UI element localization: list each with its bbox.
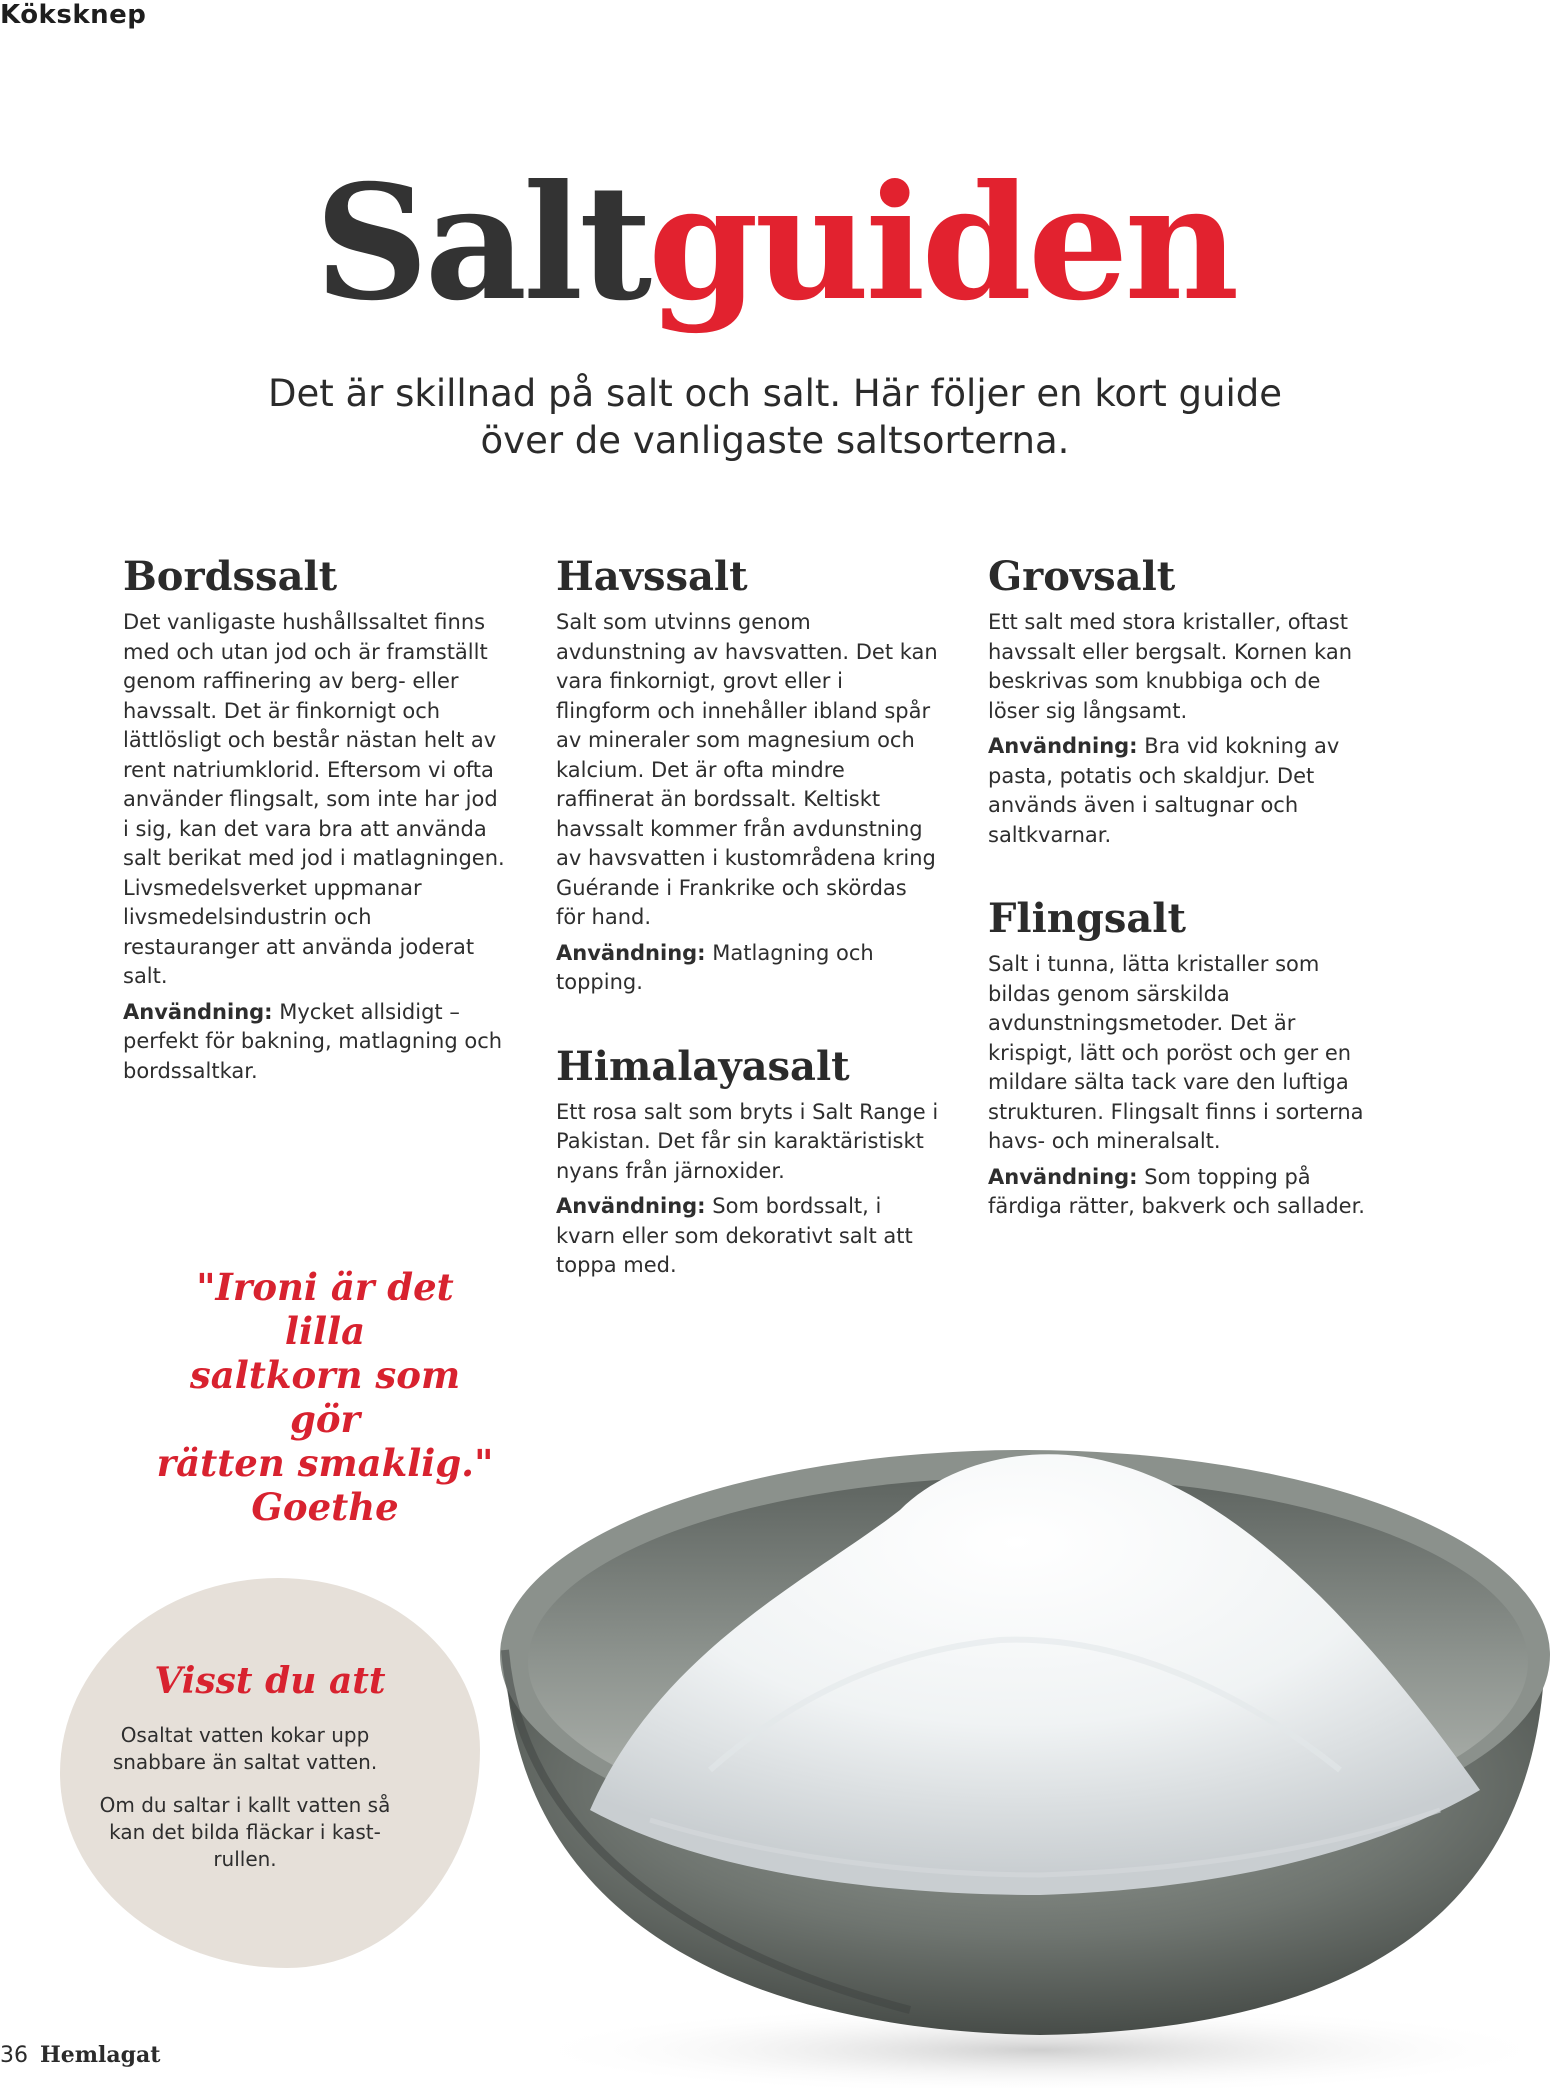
entry-grovsalt — [988, 552, 1373, 850]
entry-usage — [556, 1192, 941, 1281]
entry-usage — [556, 939, 941, 998]
entry-havssalt — [556, 552, 941, 998]
entry-heading: Himalayasalt — [556, 1042, 850, 1090]
entry-heading: Havssalt — [556, 553, 748, 600]
column-left — [123, 552, 508, 1130]
lead-line-2: över de vanligaste saltsorterna. — [480, 419, 1070, 462]
lead-paragraph — [175, 370, 1375, 464]
column-right — [988, 552, 1373, 1266]
fact-box-title: Visst du att — [154, 1660, 386, 1702]
title-part-salt: Salt — [314, 151, 649, 336]
quote-line-2: saltkorn som gör — [189, 1353, 461, 1441]
entry-body: Det vanligaste hushållssaltet finns med och utan jod och är framställt genom raffinering av berg- eller havssalt. Det är finkornigt och lättlösligt och består nästan helt av rent natriumklorid. Eftersom vi ofta använder flingsalt, som inte har jod i sig, kan det vara bra att använda salt berikat med jod i matlagningen. Livsmedelsverket uppmanar livsmedelsindustrin och restauranger att använda joderat salt. — [123, 610, 505, 988]
page-footer — [0, 2042, 160, 2068]
goethe-quote — [150, 1265, 500, 1529]
entry-body: Ett salt med stora kristaller, oftast havssalt eller bergsalt. Kornen kan beskrivas som knubbiga och de löser sig långsamt. — [988, 610, 1353, 723]
fact-line: Om du saltar i kallt vatten så — [99, 1793, 391, 1817]
quote-line-1: "Ironi är det lilla — [196, 1265, 454, 1353]
entry-heading: Flingsalt — [988, 895, 1186, 942]
fact-1 — [90, 1722, 400, 1776]
entry-himalayasalt — [556, 1042, 941, 1281]
title-part-guiden: guiden — [648, 151, 1236, 336]
fact-line: Osaltat vatten kokar upp — [120, 1723, 370, 1747]
usage-text: Matlagning och topping. — [556, 940, 874, 994]
entry-body: Salt i tunna, lätta kristaller som bildas genom särskilda avdunstningsmetoder. Det är krispigt, lätt och poröst och ger en mildare sälta tack vare den luftiga strukturen. Flingsalt finns i sorterna havs- och mineralsalt. — [988, 952, 1364, 1153]
usage-label: Användning: — [556, 1194, 706, 1218]
quote-line-3: rätten smaklig." — [156, 1441, 494, 1485]
entry-bordssalt — [123, 552, 508, 1086]
fact-line: kan det bilda fläckar i kast- — [109, 1820, 381, 1844]
fact-line: snabbare än saltat vatten. — [112, 1750, 378, 1774]
entry-body: Ett rosa salt som bryts i Salt Range i Pakistan. Det får sin karaktäristiskt nyans från järnoxider. — [556, 1099, 939, 1183]
quote-author: Goethe — [251, 1485, 399, 1529]
salt-bowl-photo — [480, 1390, 1550, 2088]
entry-body: Salt som utvinns genom avdunstning av havsvatten. Det kan vara finkornigt, grovt eller i flingform och innehåller ibland spår av mineraler som magnesium och kalcium. Det är ofta mindre raffinerat än bordssalt. Keltiskt havssalt kommer från avdunstning av havsvatten i kustområdena kring Guérande i Frankrike och skördas för hand. — [556, 610, 938, 929]
usage-text: Som bordssalt, i kvarn eller som dekorativt salt att toppa med. — [556, 1194, 913, 1277]
usage-text: Mycket allsidigt – perfekt för bakning, matlagning och bordssaltkar. — [123, 999, 503, 1083]
column-middle — [556, 552, 941, 1325]
usage-text: Bra vid kokning av pasta, potatis och skaldjur. Det används även i saltugnar och saltkvarnar. — [988, 734, 1340, 847]
fact-line: rullen. — [213, 1847, 277, 1871]
page-title — [0, 151, 1550, 336]
entry-flingsalt — [988, 894, 1373, 1222]
fact-2 — [90, 1792, 400, 1873]
usage-text: Som topping på färdiga rätter, bakverk och sallader. — [988, 1164, 1365, 1218]
entry-usage — [988, 1163, 1373, 1222]
usage-label: Användning: — [556, 940, 706, 965]
usage-label: Användning: — [123, 999, 273, 1024]
magazine-name: Hemlagat — [40, 2042, 161, 2068]
entry-usage — [123, 998, 508, 1087]
page-number: 36 — [0, 2043, 28, 2068]
section-tag: Köksknep — [0, 0, 147, 30]
entry-heading: Grovsalt — [988, 553, 1176, 600]
usage-label: Användning: — [988, 1164, 1138, 1189]
entry-usage — [988, 732, 1373, 850]
lead-line-1: Det är skillnad på salt och salt. Här följer en kort guide — [267, 372, 1283, 415]
entry-heading: Bordssalt — [123, 553, 338, 600]
usage-label: Användning: — [988, 734, 1138, 758]
